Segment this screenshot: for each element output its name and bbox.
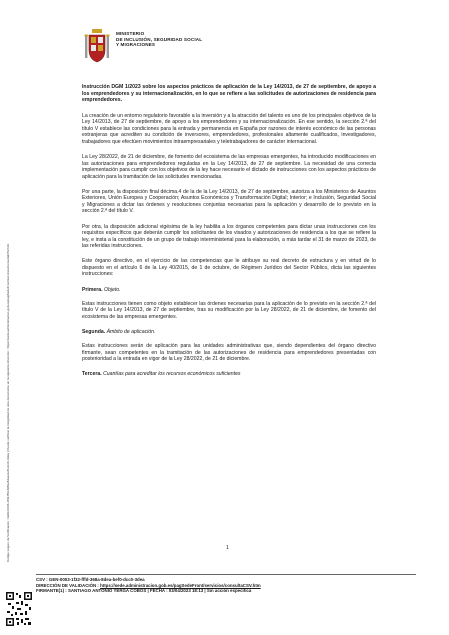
section-number: Tercera. xyxy=(82,371,102,378)
ministry-line: Y MIGRACIONES xyxy=(116,42,156,48)
section-title: Ámbito de aplicación. xyxy=(106,328,156,335)
paragraph: La Ley 28/2022, de 21 de diciembre, de fomento del ecosistema de las empresas emergentes, ha introducido modificaciones en las autorizaciones para emprendedores reguladas en la Ley 14/2013, de 27 de septiembre. La necesidad de una correcta implementación para cumplir con los objetivos de la ley hace necesario el dictado de instrucciones con los aspectos prácticos de aplicación para la tramitación de las solicitudes mencionadas. xyxy=(82,153,376,180)
coat-of-arms-icon xyxy=(84,28,110,64)
section-number: Primera. xyxy=(82,286,103,293)
paragraph: La creación de un entorno regulatorio favorable a la inversión y a la atracción del talento es uno de los principales objetivos de la Ley 14/2013, de 27 de septiembre, de apoyo a los emprendedores y su internacionalización. En ese sentido, la sección 2.ª del título V establece las condiciones para la entrada y permanencia en España por razones de interés económico de las personas extranjeras que acrediten su condición de inversores, emprendedores, profesionales altamente cualificados, investigadores, trabajadores que efectúen movimientos intraempresariales y teletrabajadores de carácter internacional. xyxy=(82,112,376,145)
ministry-line: DE INCLUSIÓN, SEGURIDAD SOCIAL xyxy=(116,36,203,42)
paragraph: Estas instrucciones serán de aplicación para las unidades administrativas que, siendo dependientes del órgano directivo firmante, sean competentes en la tramitación de las autorizaciones de residencia para emprendedores presentadas con posterioridad a la entrada en vigor de la Ley 28/2022, de 21 de diciembre. xyxy=(82,343,376,363)
section-number: Segunda. xyxy=(82,328,106,335)
paragraph: Estas instrucciones tienen como objeto establecer las órdenes necesarias para la aplicación de lo previsto en la sección 2.ª del título V de la Ley 14/2013, de 27 de septiembre, tras su modificación por la Ley 28/2022, de 21 de diciembre, de fomento del ecosistema de las empresas emergentes. xyxy=(82,300,376,320)
section-heading-first xyxy=(82,287,376,294)
page-number: 1 xyxy=(226,545,229,551)
paragraph: Por una parte, la disposición final décima.4 de la de la Ley 14/2013, de 27 de septiembre, autoriza a los Ministerios de Asuntos Exteriores, Unión Europea y Cooperación; Asuntos Económicos y Transformación Digital; Interior; e Inclusión, Seguridad Social y Migraciones a dictar las órdenes y resoluciones conjuntas necesarias para la aplicación y desarrollo de lo previsto en la sección 2.ª del título V. xyxy=(82,188,376,215)
paragraph: Por otra, la disposición adicional vigésima de la ley habilita a los órganos competentes para dictar unas instrucciones con los requisitos específicos que deberán cumplir los solicitantes de los visados y autorizaciones de residencia a los que se refiere la ley, e insta a la constitución de un grupo de trabajo interministerial para la elaboración, a más tardar el 31 de marzo de 2023, de las referidas instrucciones. xyxy=(82,223,376,250)
validation-link[interactable]: https://sede.administracion.gob.es/pagSedeFront/servicios/consultaCSV.htm xyxy=(100,582,261,588)
signature-footer xyxy=(36,574,416,594)
document-body xyxy=(82,84,376,385)
qr-code-icon xyxy=(6,592,32,626)
ministry-line: MINISTERIO xyxy=(116,31,145,36)
section-title: Cuantías para acreditar los recursos económicos suficientes xyxy=(103,371,241,378)
csv-code: CSV : GEN-0003-1f32-fffd-368a-8dea-bef0-dcc0-3dea xyxy=(36,577,145,582)
side-verification-text: Código seguro de Verificación : GEN-0003-1f32-fffd-368a-8dea-bef0-dcc0-3dea | Puede verificar la integridad de este documento en la siguiente dirección : https://sede.administracion.gob.es/pagSedeFront/servicios/consultaCSV.htm xyxy=(6,243,10,562)
section-heading-second xyxy=(82,329,376,336)
document-title: Instrucción DGM 1/2023 sobre los aspectos prácticos de aplicación de la Ley 14/2013, de 27 de septiembre, de apoyo a los emprendedores y su internacionalización, en lo que se refiere a las solicitudes de autorizaciones de residencia para emprendedores. xyxy=(82,84,376,104)
section-heading-third xyxy=(82,371,376,378)
paragraph: Este órgano directivo, en el ejercicio de las competencias que le atribuye su real decreto de estructura y en virtud de lo dispuesto en el artículo 6 de la Ley 40/2015, de 1 de octubre, de Régimen Jurídico del Sector Público, dicta las siguientes instrucciones: xyxy=(82,258,376,278)
section-title: Objeto. xyxy=(104,286,121,293)
ministry-heading xyxy=(116,31,202,48)
validation-label: DIRECCIÓN DE VALIDACIÓN : xyxy=(36,582,101,588)
signer-line: FIRMANTE(1) : SANTIAGO ANTONIO YERGA COBOS | FECHA : 03/04/2023 18:13 | Sin acción específica xyxy=(36,588,252,594)
